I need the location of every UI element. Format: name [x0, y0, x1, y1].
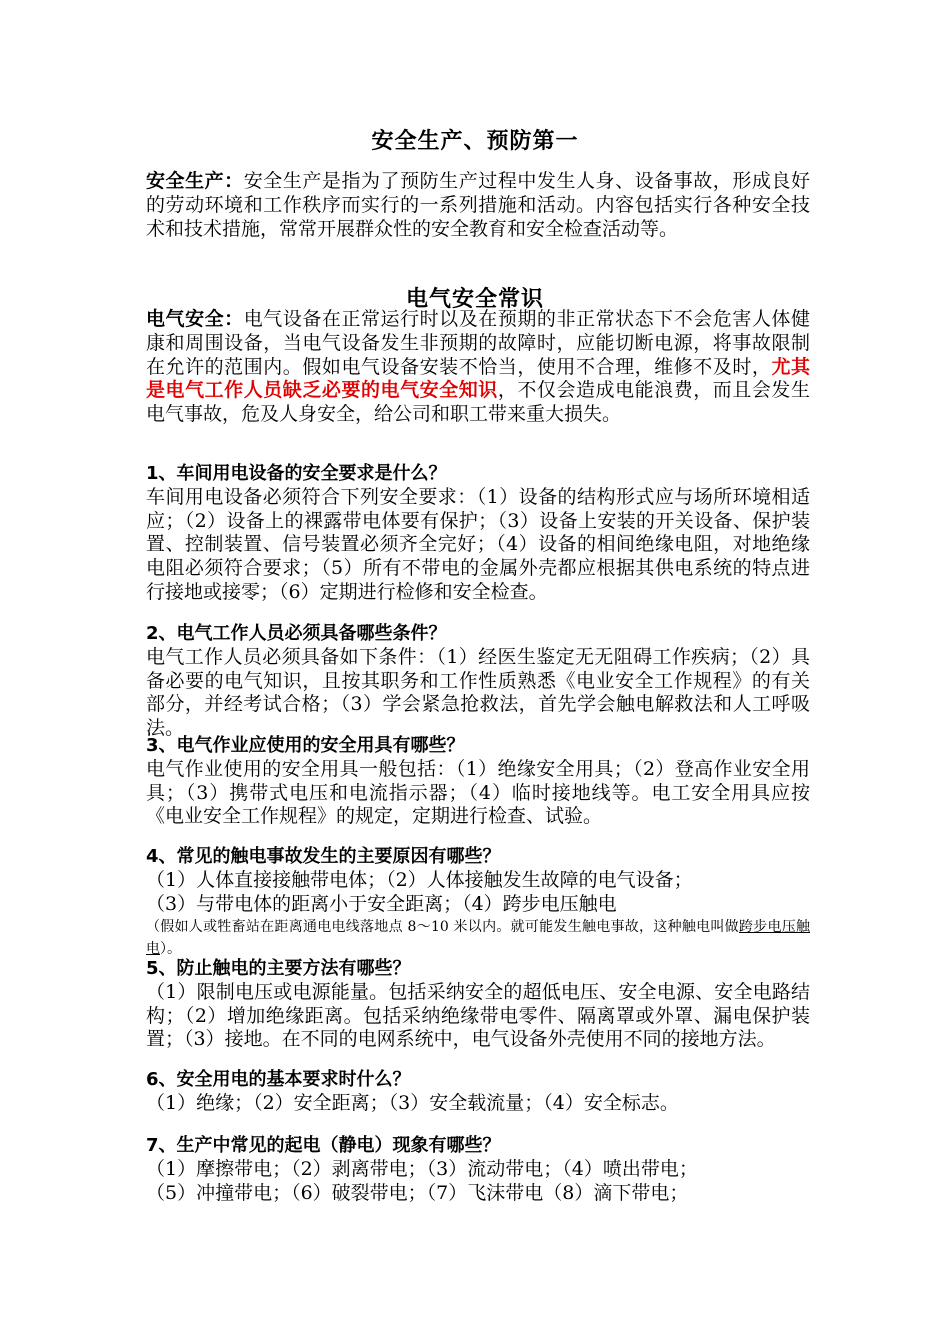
page-title: 安全生产、预防第一	[371, 129, 579, 154]
intro-term: 安全生产：	[146, 170, 244, 192]
q5-answer: （1）限制电压或电源能量。包括采纳安全的超低电压、安全电源、安全电路结构；（2）增加绝缘距离。包括采纳绝缘带电零件、隔离罩或外罩、漏电保护装置；（3）接地。在不同的电网系统中，电气设备外壳使用不同的接地方法。	[146, 980, 810, 1051]
q6-section	[146, 1068, 810, 1116]
elec-text-a: 电气设备在正常运行时以及在预期的非正常状态下不会危害人体健康和周围设备，当电气设备发生非预期的故障时，应能切断电源，将事故限制在允许的范围内。假如电气设备安装不恰当，使用不合理，维修不及时，	[146, 308, 810, 378]
q4-note-a: （假如人或牲畜站在距离通电电线落地点 8～10 米以内。就可能发生触电事故，这种触电叫做	[146, 919, 739, 936]
q4-line2: （3）与带电体的距离小于安全距离；（4）跨步电压触电	[146, 892, 617, 915]
q6-answer: （1）绝缘；（2）安全距离；（3）安全载流量；（4）安全标志。	[146, 1091, 679, 1114]
q5-question: 5、防止触电的主要方法有哪些？	[146, 958, 411, 979]
q4-line1: （1）人体直接接触带电体；（2）人体接触发生故障的电气设备；	[146, 868, 693, 891]
q4-note-b: ）。	[160, 941, 181, 958]
section-title: 电气安全常识	[405, 287, 544, 312]
q3-question: 3、电气作业应使用的安全用具有哪些？	[146, 735, 465, 756]
q7-line2: （5）冲撞带电；（6）破裂带电；（7）飞沫带电（8）滴下带电；	[146, 1181, 689, 1204]
q4-section	[146, 845, 810, 960]
q2-question: 2、电气工作人员必须具备哪些条件？	[146, 623, 447, 644]
q1-section	[146, 462, 810, 605]
elec-term: 电气安全：	[146, 308, 244, 330]
elec-highlight: 尤其是电气工作人员缺乏必要的电气安全知识	[146, 355, 810, 402]
elec-text-b: ，不仅会造成电能浪费，而且会发生电气事故，危及人身安全，给公司和职工带来重大损失。	[146, 379, 810, 426]
q3-section	[146, 734, 810, 829]
q7-question: 7、生产中常见的起电（静电）现象有哪些？	[146, 1135, 501, 1156]
q1-answer: 车间用电设备必须符合下列安全要求：（1）设备的结构形式应与场所环境相适应；（2）设备上的裸露带电体要有保护；（3）设备上安装的开关设备、保护装置、控制装置、信号装置必须齐全完好；（4）设备的相间绝缘电阻，对地绝缘电阻必须符合要求；（5）所有不带电的金属外壳都应根据其供电系统的特点进行接地或接零；（6）定期进行检修和安全检查。	[146, 485, 810, 603]
q4-note-underlined: 跨步电压触电	[146, 919, 810, 958]
q2-section	[146, 622, 810, 741]
intro-paragraph	[146, 170, 810, 241]
q3-answer: 电气作业使用的安全用具一般包括：（1）绝缘安全用具；（2）登高作业安全用具；（3）携带式电压和电流指示器；（4）临时接地线等。电工安全用具应按《电业安全工作规程》的规定，定期进行检查、试验。	[146, 757, 810, 828]
q4-question: 4、常见的触电事故发生的主要原因有哪些？	[146, 846, 501, 867]
intro-text: 安全生产是指为了预防生产过程中发生人身、设备事故，形成良好的劳动环境和工作秩序而实行的一系列措施和活动。内容包括实行各种安全技术和技术措施，常常开展群众性的安全教育和安全检查活动等。	[146, 170, 810, 240]
q1-question: 1、车间用电设备的安全要求是什么？	[146, 463, 447, 484]
q7-section	[146, 1134, 810, 1205]
q5-section	[146, 957, 810, 1052]
elec-paragraph	[146, 308, 810, 427]
q6-question: 6、安全用电的基本要求时什么？	[146, 1069, 411, 1090]
q4-note	[146, 916, 810, 960]
q7-line1: （1）摩擦带电；（2）剥离带电；（3）流动带电；（4）喷出带电；	[146, 1157, 698, 1180]
q2-answer: 电气工作人员必须具备如下条件：（1）经医生鉴定无无阻碍工作疾病；（2）具备必要的电气知识，且按其职务和工作性质熟悉《电业安全工作规程》的有关部分，并经考试合格；（3）学会紧急抢救法，首先学会触电解救法和人工呼吸法。	[146, 645, 810, 740]
